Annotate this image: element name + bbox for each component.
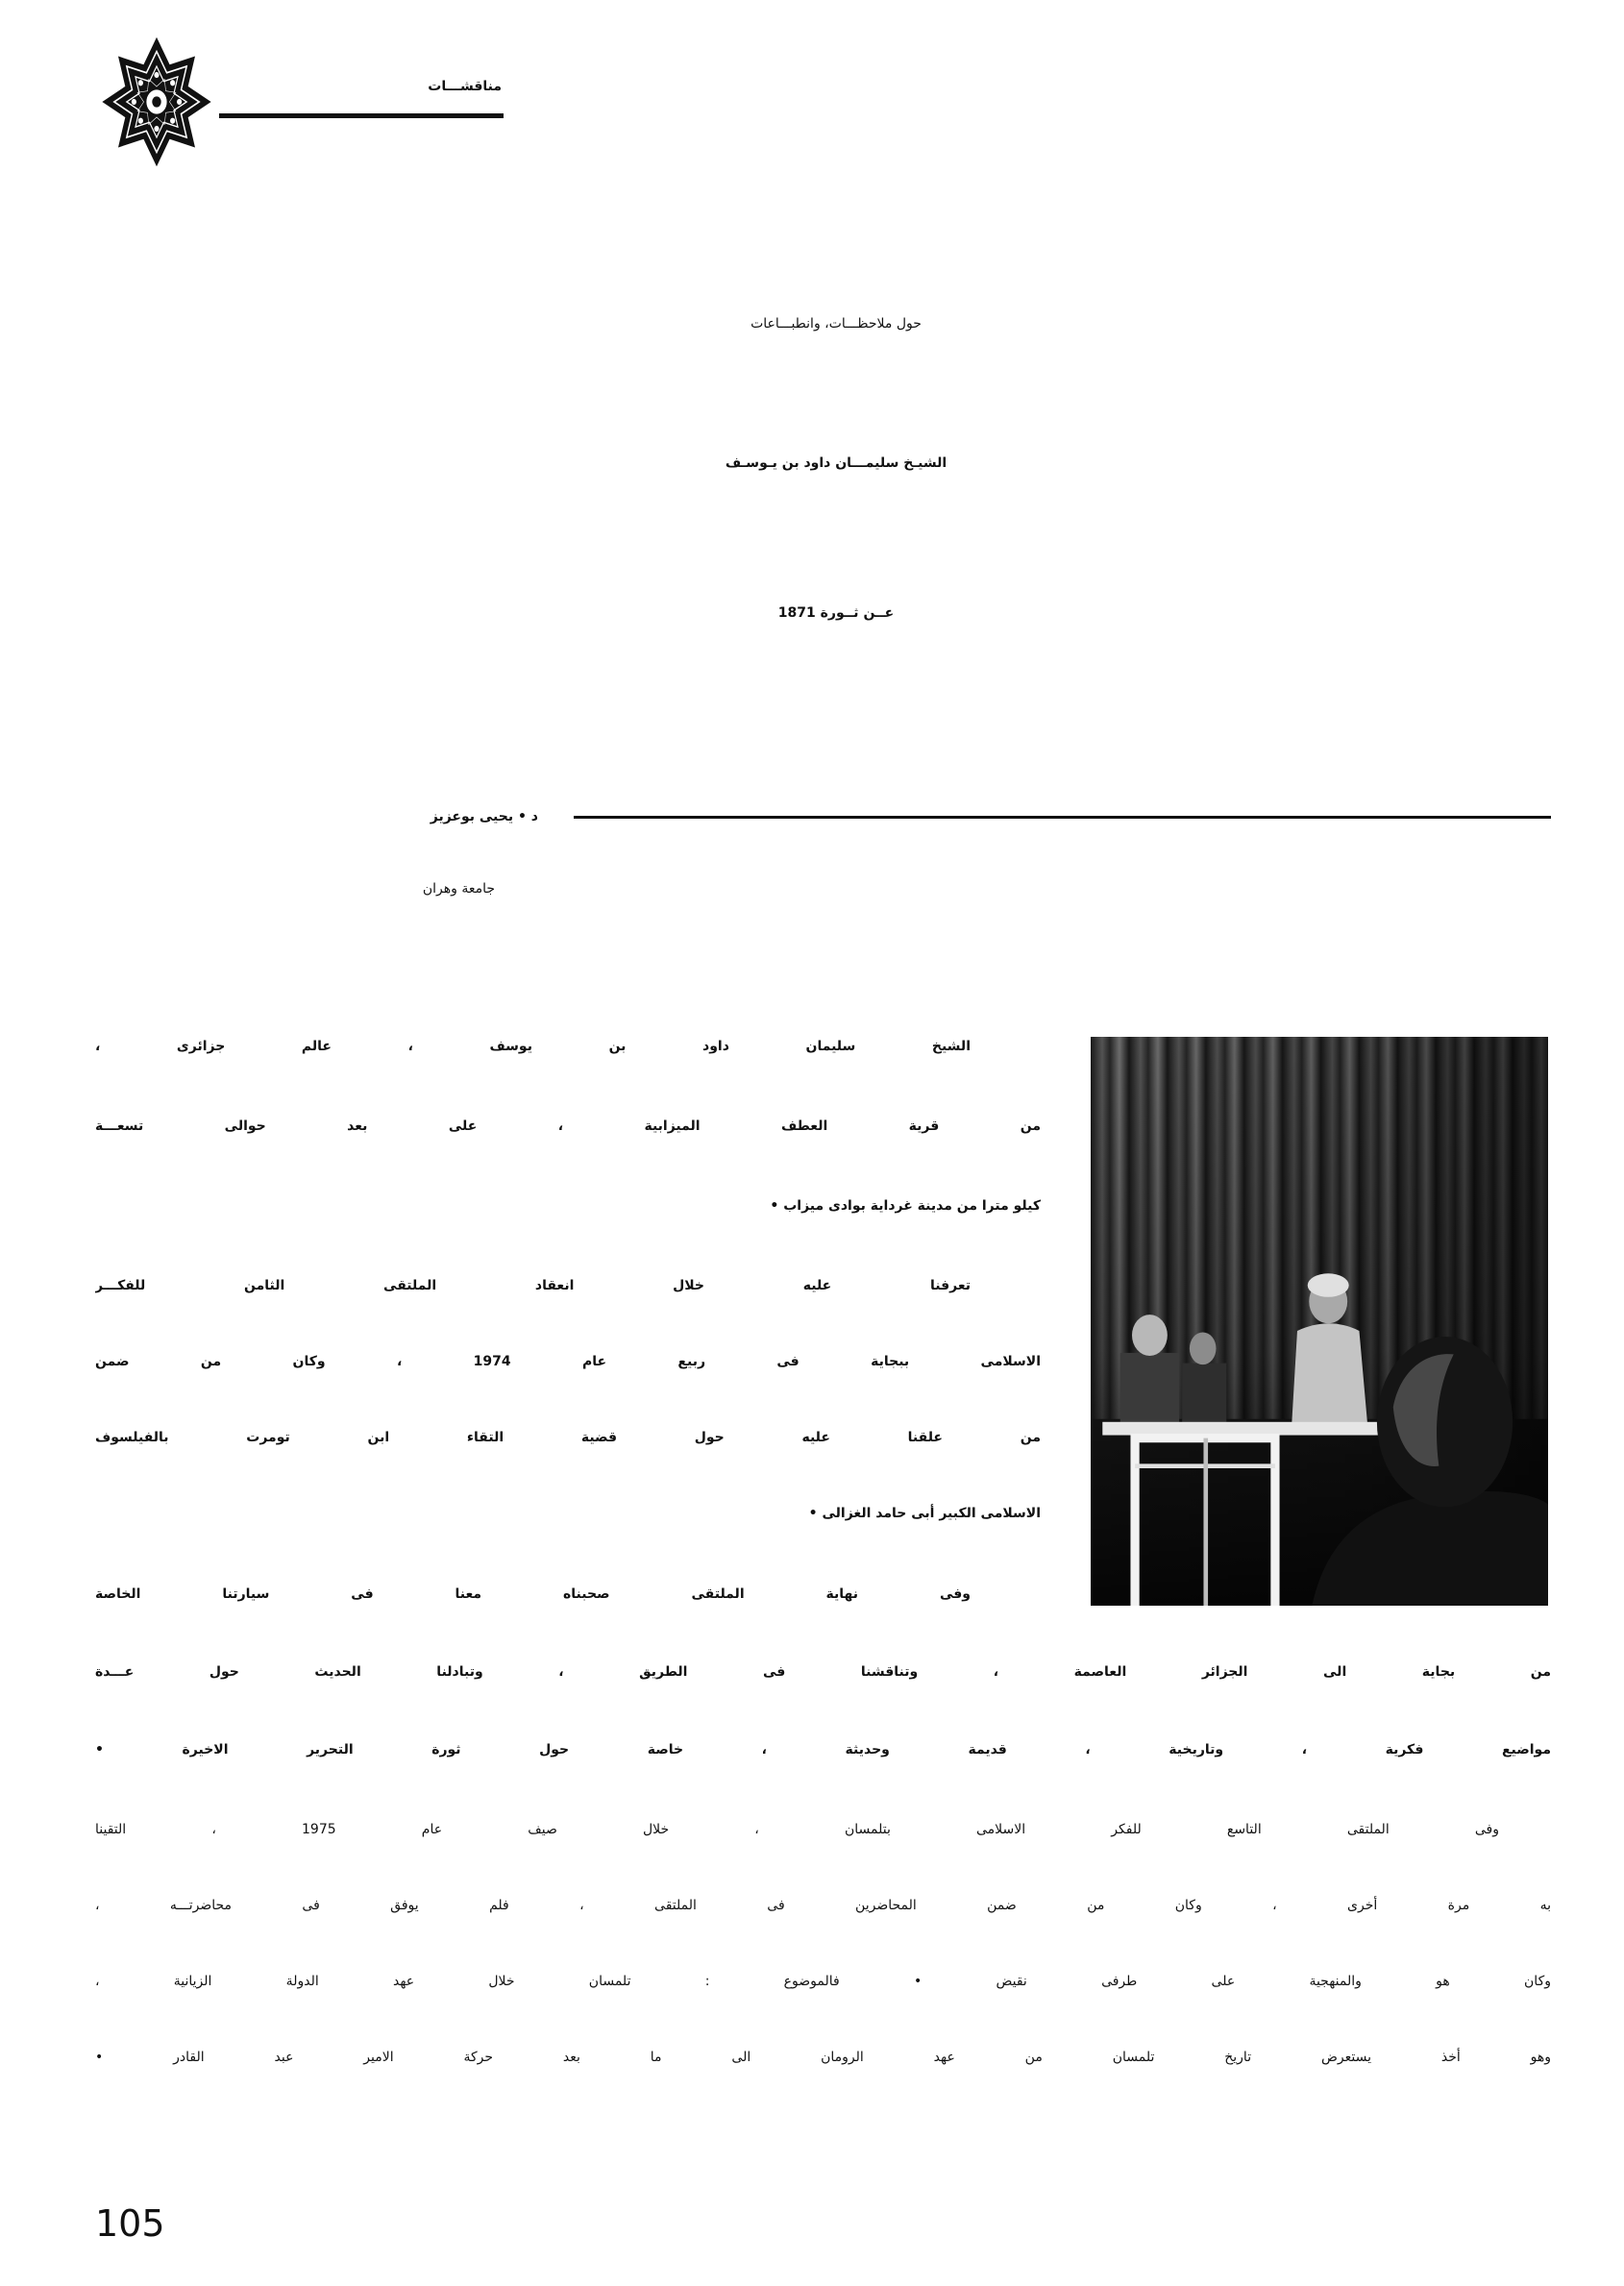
paragraph	[95, 1556, 1551, 1789]
article-photo	[1091, 1037, 1548, 1606]
text-line: الشيخ سليمان داود بن يوسف ، عالم جزائرى ،	[95, 1039, 971, 1054]
text-line: مواضيع فكرية ، وتاريخية ، قديمة وحديثة ، خاصة حول ثورة التحرير الاخيرة •	[95, 1742, 1551, 1758]
author-rule	[574, 816, 1551, 819]
author-affiliation: جامعة وهران	[422, 881, 495, 897]
page-number: 105	[95, 2202, 165, 2245]
text-line: تعرفنا عليه خلال انعقاد الملتقى الثامن للفكـــر	[95, 1278, 971, 1293]
article-title-line-2: الشيـخ سليمـــان داود بن يـوسـف	[725, 455, 947, 471]
text-line: به مرة أخرى ، وكان من ضمن المحاضرين فى الملتقى ، فلم يوفق فى محاضرتـــه ،	[95, 1898, 1551, 1913]
section-label: مناقشـــات	[428, 79, 502, 94]
text-line: من بجاية الى الجزائر العاصمة ، وتناقشنا فى الطريق ، وتبادلنا الحديث حول عـــدة	[95, 1664, 1551, 1680]
author-name: د • يحيى بوعزيز	[430, 809, 538, 824]
text-line: كيلو مترا من مدينة غرداية بوادى ميزاب •	[770, 1198, 1041, 1214]
article-title-line-3: عــن ثــورة 1871	[777, 605, 895, 621]
photo-image	[1091, 1037, 1548, 1606]
rosette-ornament-icon	[100, 35, 213, 169]
text-line: وهو أخذ يستعرض تاريخ تلمسان من عهد الرومان الى ما بعد حركة الامير عبد القادر •	[95, 2050, 1551, 2065]
text-line: الاسلامى الكبير أبى حامد الغزالى •	[808, 1506, 1041, 1521]
text-line: الاسلامى ببجاية فى ربيع عام 1974 ، وكان من ضمن	[95, 1354, 1041, 1369]
table	[1102, 1422, 1397, 1436]
text-line: من قرية العطف الميزابية ، على بعد حوالى تسعـــة	[95, 1118, 1041, 1134]
text-line: وفى الملتقى التاسع للفكر الاسلامى بتلمسان ، خلال صيف عام 1975 ، التقينا	[95, 1822, 1499, 1837]
article-title-line-1: حول ملاحظـــات، وانطبـــاعات	[750, 316, 922, 332]
text-line: من علقنا عليه حول قضية التقاء ابن تومرت بالفيلسوف	[95, 1430, 1041, 1445]
paragraph	[95, 1248, 1041, 1552]
paragraph	[95, 1007, 1041, 1246]
text-line: وفى نهاية الملتقى صحبناه معنا فى سيارتنا الخاصة	[95, 1586, 971, 1602]
paragraph	[95, 1792, 1551, 2096]
text-line: وكان هو والمنهجية على طرفى نقيض • فالموضوع : تلمسان خلال عهد الدولة الزيانية ،	[95, 1974, 1551, 1989]
header-rule	[219, 113, 504, 118]
